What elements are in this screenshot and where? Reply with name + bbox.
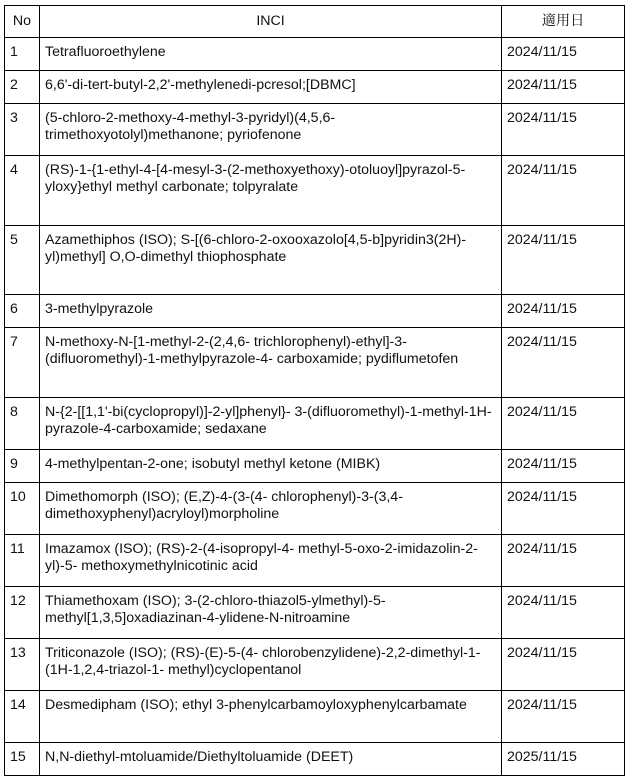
- table-row: [5, 587, 625, 639]
- cell-inci: N,N-diethyl-mtoluamide/Diethyltoluamide (DEET): [40, 743, 502, 776]
- table-row: [5, 691, 625, 743]
- cell-date: 2024/11/15: [502, 226, 625, 295]
- cell-date: 2024/11/15: [502, 639, 625, 691]
- cell-no: 11: [5, 535, 40, 587]
- header-inci: INCI: [40, 6, 502, 38]
- cell-date: 2024/11/15: [502, 71, 625, 104]
- cell-no: 15: [5, 743, 40, 776]
- cell-no: 13: [5, 639, 40, 691]
- table-row: [5, 398, 625, 450]
- cell-date: 2024/11/15: [502, 691, 625, 743]
- cell-date: 2024/11/15: [502, 587, 625, 639]
- table-row: [5, 71, 625, 104]
- cell-inci: Imazamox (ISO); (RS)-2-(4-isopropyl-4- methyl-5-oxo-2-imidazolin-2-yl)-5- methoxymethylnicotinic acid: [40, 535, 502, 587]
- cell-inci: Thiamethoxam (ISO); 3-(2-chloro-thiazol5-ylmethyl)-5-methyl[1,3,5]oxadiazinan-4-ylidene-N-nitroamine: [40, 587, 502, 639]
- cell-date: 2024/11/15: [502, 450, 625, 483]
- cell-inci: N-methoxy-N-[1-methyl-2-(2,4,6- trichlorophenyl)-ethyl]-3-(difluoromethyl)-1-methylpyrazole-4- carboxamide; pydiflumetofen: [40, 328, 502, 398]
- table-row: [5, 743, 625, 776]
- cell-date: 2024/11/15: [502, 38, 625, 71]
- cell-inci: Tetrafluoroethylene: [40, 38, 502, 71]
- cell-no: 4: [5, 156, 40, 226]
- cell-inci: Dimethomorph (ISO); (E,Z)-4-(3-(4- chlorophenyl)-3-(3,4-dimethoxyphenyl)acryloyl)morpholine: [40, 483, 502, 535]
- cell-inci: (RS)-1-{1-ethyl-4-[4-mesyl-3-(2-methoxyethoxy)-otoluoyl]pyrazol-5-yloxy}ethyl methyl carbonate; tolpyralate: [40, 156, 502, 226]
- table-row: [5, 295, 625, 328]
- cell-inci: N-{2-[[1,1'-bi(cyclopropyl)]-2-yl]phenyl}- 3-(difluoromethyl)-1-methyl-1H-pyrazole-4-carboxamide; sedaxane: [40, 398, 502, 450]
- cell-no: 10: [5, 483, 40, 535]
- cell-date: 2024/11/15: [502, 483, 625, 535]
- cell-date: 2024/11/15: [502, 104, 625, 156]
- table-row: [5, 639, 625, 691]
- table-row: [5, 483, 625, 535]
- inci-table: [4, 5, 625, 776]
- table-row: [5, 156, 625, 226]
- cell-no: 1: [5, 38, 40, 71]
- cell-no: 8: [5, 398, 40, 450]
- cell-inci: 6,6'-di-tert-butyl-2,2'-methylenedi-pcresol;[DBMC]: [40, 71, 502, 104]
- cell-date: 2025/11/15: [502, 743, 625, 776]
- cell-date: 2024/11/15: [502, 398, 625, 450]
- table-row: [5, 450, 625, 483]
- cell-no: 2: [5, 71, 40, 104]
- cell-inci: 3-methylpyrazole: [40, 295, 502, 328]
- cell-no: 6: [5, 295, 40, 328]
- table-row: [5, 104, 625, 156]
- cell-inci: (5-chloro-2-methoxy-4-methyl-3-pyridyl)(4,5,6-trimethoxyotolyl)methanone; pyriofenone: [40, 104, 502, 156]
- cell-date: 2024/11/15: [502, 328, 625, 398]
- table-row: [5, 535, 625, 587]
- cell-inci: Desmedipham (ISO); ethyl 3-phenylcarbamoyloxyphenylcarbamate: [40, 691, 502, 743]
- table-row: [5, 328, 625, 398]
- header-date: 適用日: [502, 6, 625, 38]
- cell-inci: Triticonazole (ISO); (RS)-(E)-5-(4- chlorobenzylidene)-2,2-dimethyl-1-(1H-1,2,4-triazol-1- methyl)cyclopentanol: [40, 639, 502, 691]
- cell-date: 2024/11/15: [502, 535, 625, 587]
- table-row: [5, 38, 625, 71]
- cell-no: 9: [5, 450, 40, 483]
- table-row: [5, 226, 625, 295]
- cell-no: 7: [5, 328, 40, 398]
- cell-no: 3: [5, 104, 40, 156]
- cell-no: 5: [5, 226, 40, 295]
- cell-inci: Azamethiphos (ISO); S-[(6-chloro-2-oxooxazolo[4,5-b]pyridin3(2H)-yl)methyl] O,O-dimethyl thiophosphate: [40, 226, 502, 295]
- cell-date: 2024/11/15: [502, 156, 625, 226]
- cell-no: 14: [5, 691, 40, 743]
- cell-no: 12: [5, 587, 40, 639]
- cell-date: 2024/11/15: [502, 295, 625, 328]
- header-no: No: [5, 6, 40, 38]
- table-header-row: [5, 6, 625, 38]
- cell-inci: 4-methylpentan-2-one; isobutyl methyl ketone (MIBK): [40, 450, 502, 483]
